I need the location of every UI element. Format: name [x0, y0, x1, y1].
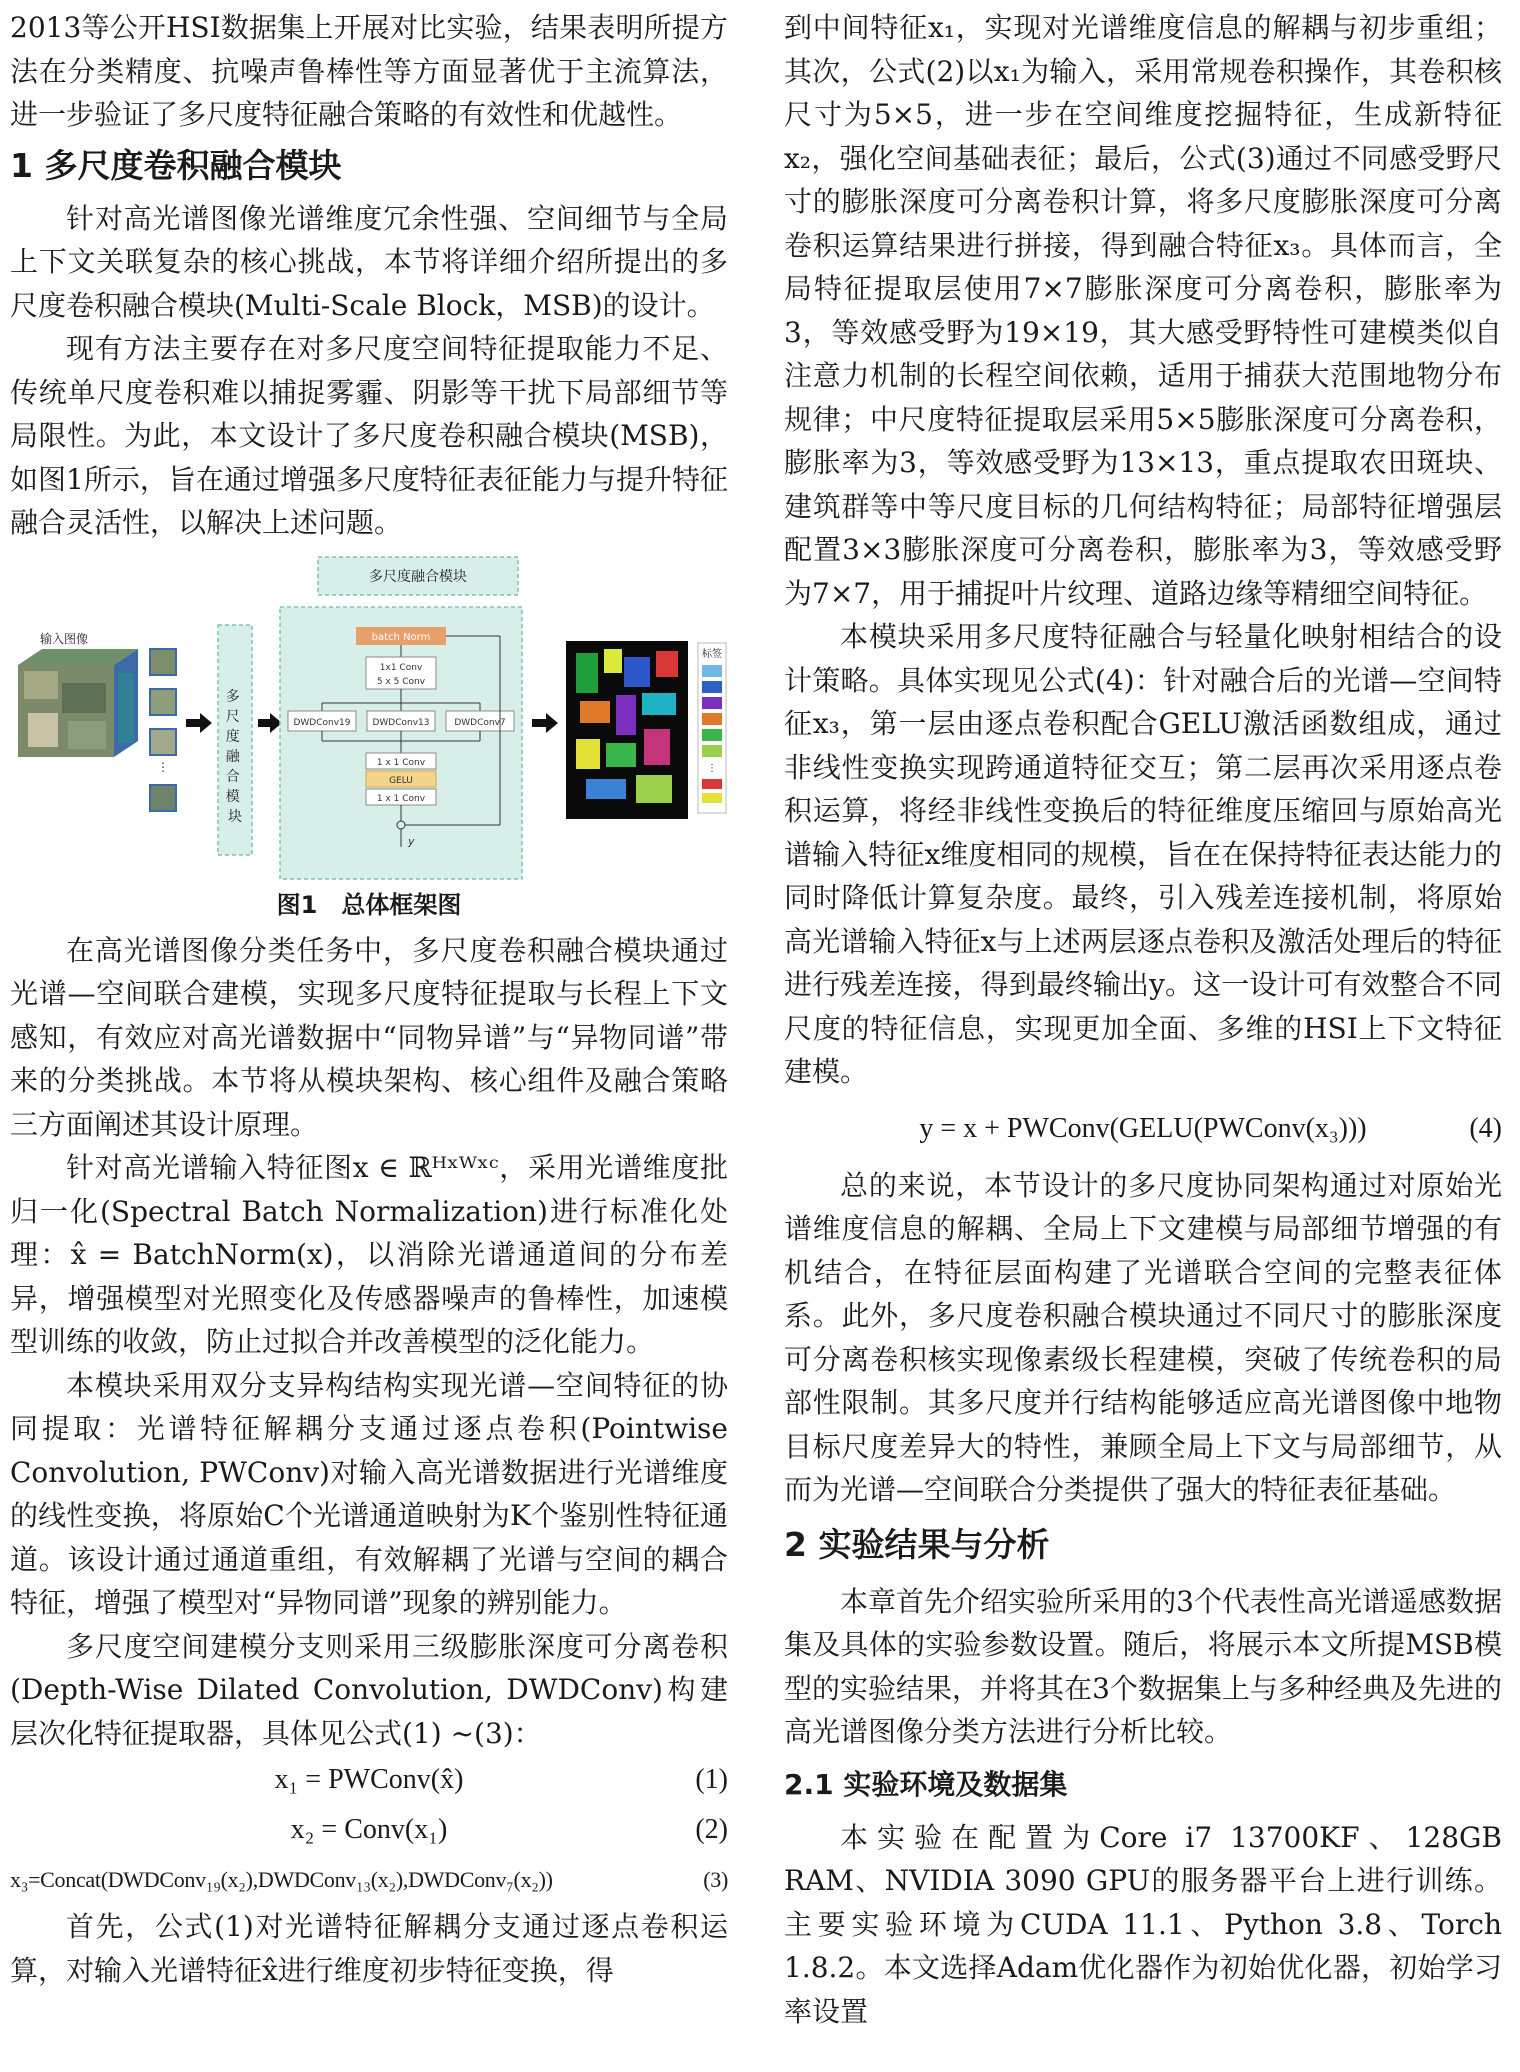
dwdconv7-label: DWDConv7	[454, 717, 506, 728]
section-heading: 1 多尺度卷积融合模块	[10, 145, 342, 185]
equation-text: x₃=Concat(DWDConv₁₉(x₂),DWDConv₁₃(x₂),DWDConv₇(x₂))	[10, 1867, 553, 1892]
arrow-icon	[532, 713, 558, 733]
paragraph: 总的来说，本节设计的多尺度协同架构通过对原始光谱维度信息的解耦、全局上下文建模与局部细节增强的有机结合，在特征层面构建了光谱联合空间的完整表征体系。此外，多尺度卷积融合模块通过不同尺寸的膨胀深度可分离卷积核实现像素级长程建模，突破了传统卷积的局部性限制。其多尺度并行结构能够适应高光谱图像中地物目标尺度差异大的特性，兼顾全局上下文与局部细节，从而为光谱—空间联合分类提供了强大的特征表征基础。	[784, 1168, 1502, 1506]
paragraph: 首先，公式(1)对光谱特征解耦分支通过逐点卷积运算，对输入光谱特征x̂进行维度初步特征变换，得	[10, 1910, 728, 1987]
equation-number: (3)	[703, 1867, 728, 1892]
right-column	[784, 6, 1502, 2033]
paragraph: 到中间特征x₁，实现对光谱维度信息的解耦与初步重组；其次，公式(2)以x₁为输入，采用常规卷积操作，其卷积核尺寸为5×5，进一步在空间维度挖掘特征，生成新特征x₂，强化空间基础表征；最后，公式(3)通过不同感受野尺寸的膨胀深度可分离卷积计算，将多尺度膨胀深度可分离卷积运算结果进行拼接，得到融合特征x₃。具体而言，全局特征提取层使用7×7膨胀深度可分离卷积，膨胀率为3，等效感受野为19×19，其大感受野特性可建模类似自注意力机制的长程空间依赖，适用于捕获大范围地物分布规律；中尺度特征提取层采用5×5膨胀深度可分离卷积，膨胀率为3，等效感受野为13×13，重点提取农田斑块、建筑群等中等尺度目标的几何结构特征；局部特征增强层配置3×3膨胀深度可分离卷积，膨胀率为3，等效感受野为7×7，用于捕捉叶片纹理、道路边缘等精细空间特征。	[784, 11, 1502, 610]
subsection-heading: 2.1 实验环境及数据集	[784, 1767, 1068, 1801]
section-heading: 2 实验结果与分析	[784, 1524, 1050, 1564]
left-column	[10, 6, 728, 1992]
equation-number: (4)	[1469, 1112, 1502, 1144]
input-image-label: 输入图像	[40, 631, 89, 646]
classification-map	[566, 641, 688, 819]
pwconv1-label: 1 x 1 Conv	[376, 757, 426, 768]
ellipsis-glyph: ⋮	[707, 762, 717, 774]
equation-3	[10, 1855, 728, 1905]
side-module-box	[218, 625, 252, 855]
input-patches	[150, 649, 176, 811]
equation-1	[10, 1755, 728, 1805]
gelu-label: GELU	[389, 775, 413, 786]
input-image-cube	[18, 631, 138, 757]
ellipsis-glyph: ⋮	[157, 759, 169, 774]
equation-text: x₁ = PWConv(x̂)	[274, 1764, 464, 1795]
equation-text: y = x + PWConv(GELU(PWConv(x₃)))	[919, 1112, 1367, 1144]
arrow-icon	[186, 713, 212, 733]
conv1-label: 1x1 Conv	[379, 662, 423, 673]
paragraph: 2013等公开HSI数据集上开展对比实验，结果表明所提方法在分类精度、抗噪声鲁棒性等方面显著优于主流算法，进一步验证了多尺度特征融合策略的有效性和优越性。	[10, 11, 728, 131]
paragraph: 本实验在配置为Core i7 13700KF、128GB RAM、NVIDIA 3090 GPU的服务器平台上进行训练。主要实验环境为CUDA 11.1、Python 3.8、Torch 1.8.2。本文选择Adam优化器作为初始优化器，初始学习率设置	[784, 1820, 1502, 2028]
paragraph: 针对高光谱输入特征图x ∈ ℝᴴˣᵂˣᶜ，采用光谱维度批归一化(Spectral Batch Normalization)进行标准化处理：x̂ = BatchNorm(x)，以消除光谱通道间的分布差异，增强模型对光照变化及传感器噪声的鲁棒性，加速模型训练的收敛，防止过拟合并改善模型的泛化能力。	[10, 1151, 728, 1358]
side-module-label: 多 尺 度 融 合 模 块	[225, 688, 242, 825]
module-title: 多尺度融合模块	[369, 568, 467, 585]
equation-number: (2)	[695, 1814, 728, 1845]
class-legend	[698, 643, 726, 813]
paragraph: 本模块采用双分支异构结构实现光谱—空间特征的协同提取：光谱特征解耦分支通过逐点卷积(Pointwise Convolution, PWConv)对输入高光谱数据进行光谱维度的线性变换，将原始C个光谱通道映射为K个鉴别性特征通道。该设计通过通道重组，有效解耦了光谱与空间的耦合特征，增强了模型对“异物同谱”现象的辨别能力。	[10, 1368, 728, 1619]
figure-caption: 图1 总体框架图	[276, 890, 462, 919]
equation-2	[10, 1805, 728, 1855]
framework-diagram	[10, 553, 728, 887]
batch-norm-label: batch Norm	[371, 631, 431, 643]
paragraph: 现有方法主要存在对多尺度空间特征提取能力不足、传统单尺度卷积难以捕捉雾霾、阴影等干扰下局部细节等局限性。为此，本文设计了多尺度卷积融合模块(MSB)，如图1所示，旨在通过增强多尺度特征表征能力与提升特征融合灵活性，以解决上述问题。	[10, 332, 728, 539]
dwdconv19-label: DWDConv19	[293, 717, 351, 728]
figure-framework	[10, 553, 728, 887]
paragraph: 本章首先介绍实验所采用的3个代表性高光谱遥感数据集及具体的实验参数设置。随后，将展示本文所提MSB模型的实验结果，并将其在3个数据集上与多种经典及先进的高光谱图像分类方法进行分析比较。	[784, 1584, 1502, 1748]
paragraph: 在高光谱图像分类任务中，多尺度卷积融合模块通过光谱—空间联合建模，实现多尺度特征提取与长程上下文感知，有效应对高光谱数据中“同物异谱”与“异物同谱”带来的分类挑战。本节将从模块架构、核心组件及融合策略三方面阐述其设计原理。	[10, 933, 728, 1141]
conv5-label: 5 x 5 Conv	[376, 676, 426, 687]
legend-title: 标签	[702, 648, 722, 660]
equation-text: x₂ = Conv(x₁)	[290, 1814, 448, 1845]
arrow-icon	[258, 713, 282, 733]
dwdconv13-label: DWDConv13	[372, 717, 430, 728]
paragraph: 针对高光谱图像光谱维度冗余性强、空间细节与全局上下文关联复杂的核心挑战，本节将详细介绍所提出的多尺度卷积融合模块(Multi-Scale Block，MSB)的设计。	[10, 201, 728, 322]
paragraph: 本模块采用多尺度特征融合与轻量化映射相结合的设计策略。具体实现见公式(4)：针对融合后的光谱—空间特征x₃，第一层由逐点卷积配合GELU激活函数组成，通过非线性变换实现跨通道特征交互；第二层再次采用逐点卷积运算，将经非线性变换后的特征维度压缩回与原始高光谱输入特征x维度相同的规模，旨在在保持特征表达能力的同时降低计算复杂度。最终，引入残差连接机制，将原始高光谱输入特征x与上述两层逐点卷积及激活处理后的特征进行残差连接，得到最终输出y。这一设计可有效整合不同尺度的特征信息，实现更加全面、多维的HSI上下文特征建模。	[784, 620, 1502, 1088]
equation-number: (1)	[695, 1764, 728, 1795]
output-y-label: y	[408, 834, 415, 848]
equation-4	[784, 1094, 1502, 1164]
pwconv2-label: 1 x 1 Conv	[376, 793, 426, 804]
paragraph: 多尺度空间建模分支则采用三级膨胀深度可分离卷积(Depth-Wise Dilated Convolution, DWDConv)构建层次化特征提取器，具体见公式(1) ~(3)：	[10, 1629, 728, 1750]
